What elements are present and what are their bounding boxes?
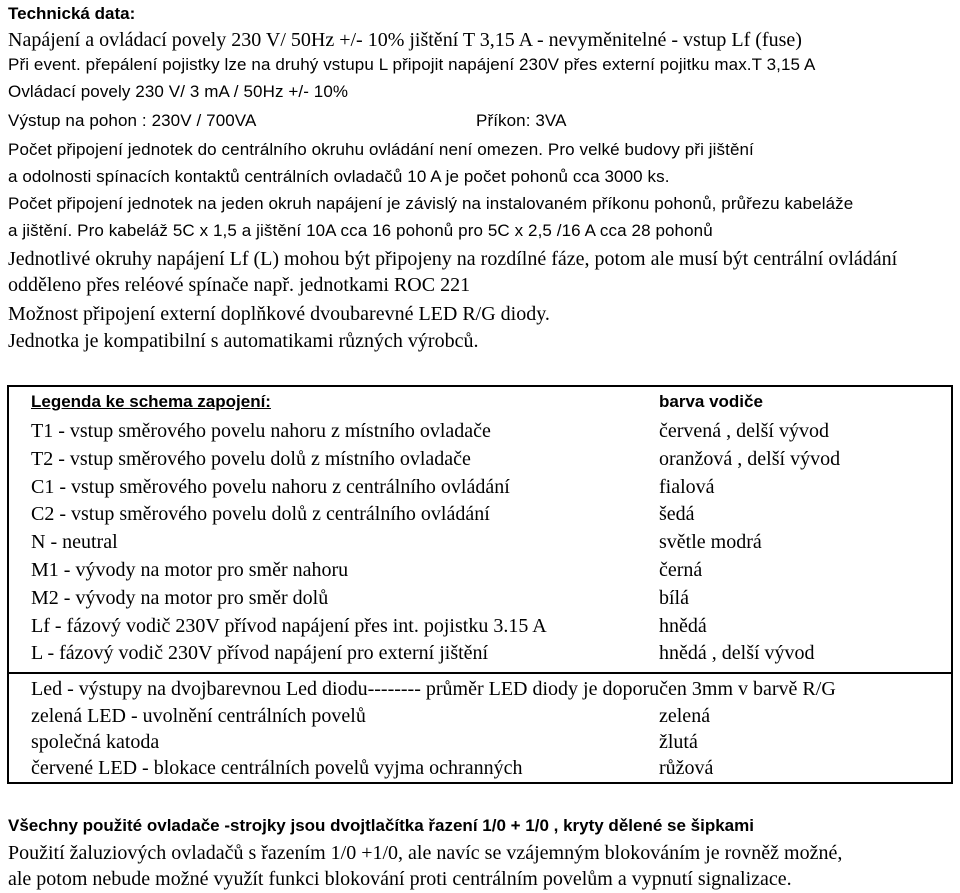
spec-line-power: Napájení a ovládací povely 230 V/ 50Hz +/- 10% jištění T 3,15 A - nevyměnitelné - vstup Lf (fuse) [8,29,802,51]
legend-row-color: hnědá , delší vývod [659,642,815,664]
spec-line-fuse: Při event. přepálení pojistky lze na druhý vstupu L připojit napájení 230V přes externí pojitku max.T 3,15 A [8,55,816,74]
legend-row-color: hnědá [659,615,707,637]
spec-line-output [8,111,908,131]
legend-led-row [31,677,943,703]
footer-note-line: ale potom nebude možné využít funkci blokování proti centrálním povelům a vypnutí signalizace. [8,868,792,890]
legend-box [7,385,953,784]
legend-row-color: červená , delší vývod [659,420,829,442]
legend-row-color: světle modrá [659,531,762,553]
legend-row [31,447,943,473]
footer-note-line: Použití žaluziových ovladačů s řazením 1/0 +1/0, ale navíc se vzájemným blokováním je rovněž možné, [8,842,843,864]
legend-row-color: bílá [659,587,689,609]
spec-line-contacts: a odolnosti spínacích kontaktů centrálních ovladačů 10 A je počet pohonů cca 3000 ks. [8,167,670,186]
legend-row-label: T1 - vstup směrového povelu nahoru z místního ovladače [31,420,491,442]
legend-row [31,756,943,782]
legend-row [31,475,943,501]
spec-line-control: Ovládací povely 230 V/ 3 mA / 50Hz +/- 10% [8,82,349,101]
legend-divider [9,672,951,674]
legend-row [31,502,943,528]
legend-row-label: zelená LED - uvolnění centrálních povelů [31,705,366,727]
spec-line-phases: Jednotlivé okruhy napájení Lf (L) mohou být připojeny na rozdílné fáze, potom ale musí být centrální ovládání [8,248,898,270]
spec-output-label: Výstup na pohon : 230V / 700VA [8,111,257,130]
legend-row-color: fialová [659,476,715,498]
legend-row [31,530,943,556]
legend-color-header: barva vodiče [659,392,763,411]
legend-row-label: C1 - vstup směrového povelu nahoru z centrálního ovládání [31,476,510,498]
specs-heading: Technická data: [8,4,136,23]
legend-row [31,558,943,584]
spec-line-circuit: Počet připojení jednotek na jeden okruh napájení je závislý na instalovaném příkonu pohonů, průřezu kabeláže [8,194,854,213]
legend-row-label: společná katoda [31,731,160,753]
legend-row [31,730,943,756]
legend-row [31,614,943,640]
legend-row-label: C2 - vstup směrového povelu dolů z centrálního ovládání [31,503,490,525]
legend-row-label: červené LED - blokace centrálních povelů vyjma ochranných [31,757,523,779]
legend-led-line: Led - výstupy na dvojbarevnou Led diodu-------- průměr LED diody je doporučen 3mm v barvě R/G [31,678,836,700]
legend-row-color: šedá [659,503,695,525]
legend-row [31,641,943,667]
spec-line-compat: Jednotka je kompatibilní s automatikami různých výrobců. [8,330,479,352]
footer-bold-note: Všechny použité ovladače -strojky jsou dvojtlačítka řazení 1/0 + 1/0 , kryty dělené se šipkami [8,816,754,835]
legend-row-label: N - neutral [31,531,118,553]
legend-row [31,419,943,445]
legend-row-color: žlutá [659,731,698,753]
legend-header-row [31,390,943,416]
spec-line-relay: odděleno přes reléové spínače např. jednotkami ROC 221 [8,274,471,296]
legend-row-label: T2 - vstup směrového povelu dolů z místního ovladače [31,448,471,470]
legend-row-color: růžová [659,757,714,779]
legend-row-color: zelená [659,705,711,727]
legend-row-label: M2 - vývody na motor pro směr dolů [31,587,329,609]
legend-row [31,704,943,730]
spec-line-count: Počet připojení jednotek do centrálního okruhu ovládání není omezen. Pro velké budovy při jištění [8,140,754,159]
spec-consumption-label: Příkon: 3VA [476,111,567,130]
spec-line-cabling: a jištění. Pro kabeláž 5C x 1,5 a jištění 10A cca 16 pohonů pro 5C x 2,5 /16 A cca 28 pohonů [8,221,713,240]
legend-row-label: L - fázový vodič 230V přívod napájení pro externí jištění [31,642,489,664]
legend-row-color: oranžová , delší vývod [659,448,841,470]
legend-row-label: M1 - vývody na motor pro směr nahoru [31,559,349,581]
legend-row [31,586,943,612]
legend-row-color: černá [659,559,703,581]
legend-row-label: Lf - fázový vodič 230V přívod napájení přes int. pojistku 3.15 A [31,615,547,637]
spec-line-led: Možnost připojení externí doplňkové dvoubarevné LED R/G diody. [8,303,550,325]
legend-title: Legenda ke schema zapojení: [31,392,271,411]
